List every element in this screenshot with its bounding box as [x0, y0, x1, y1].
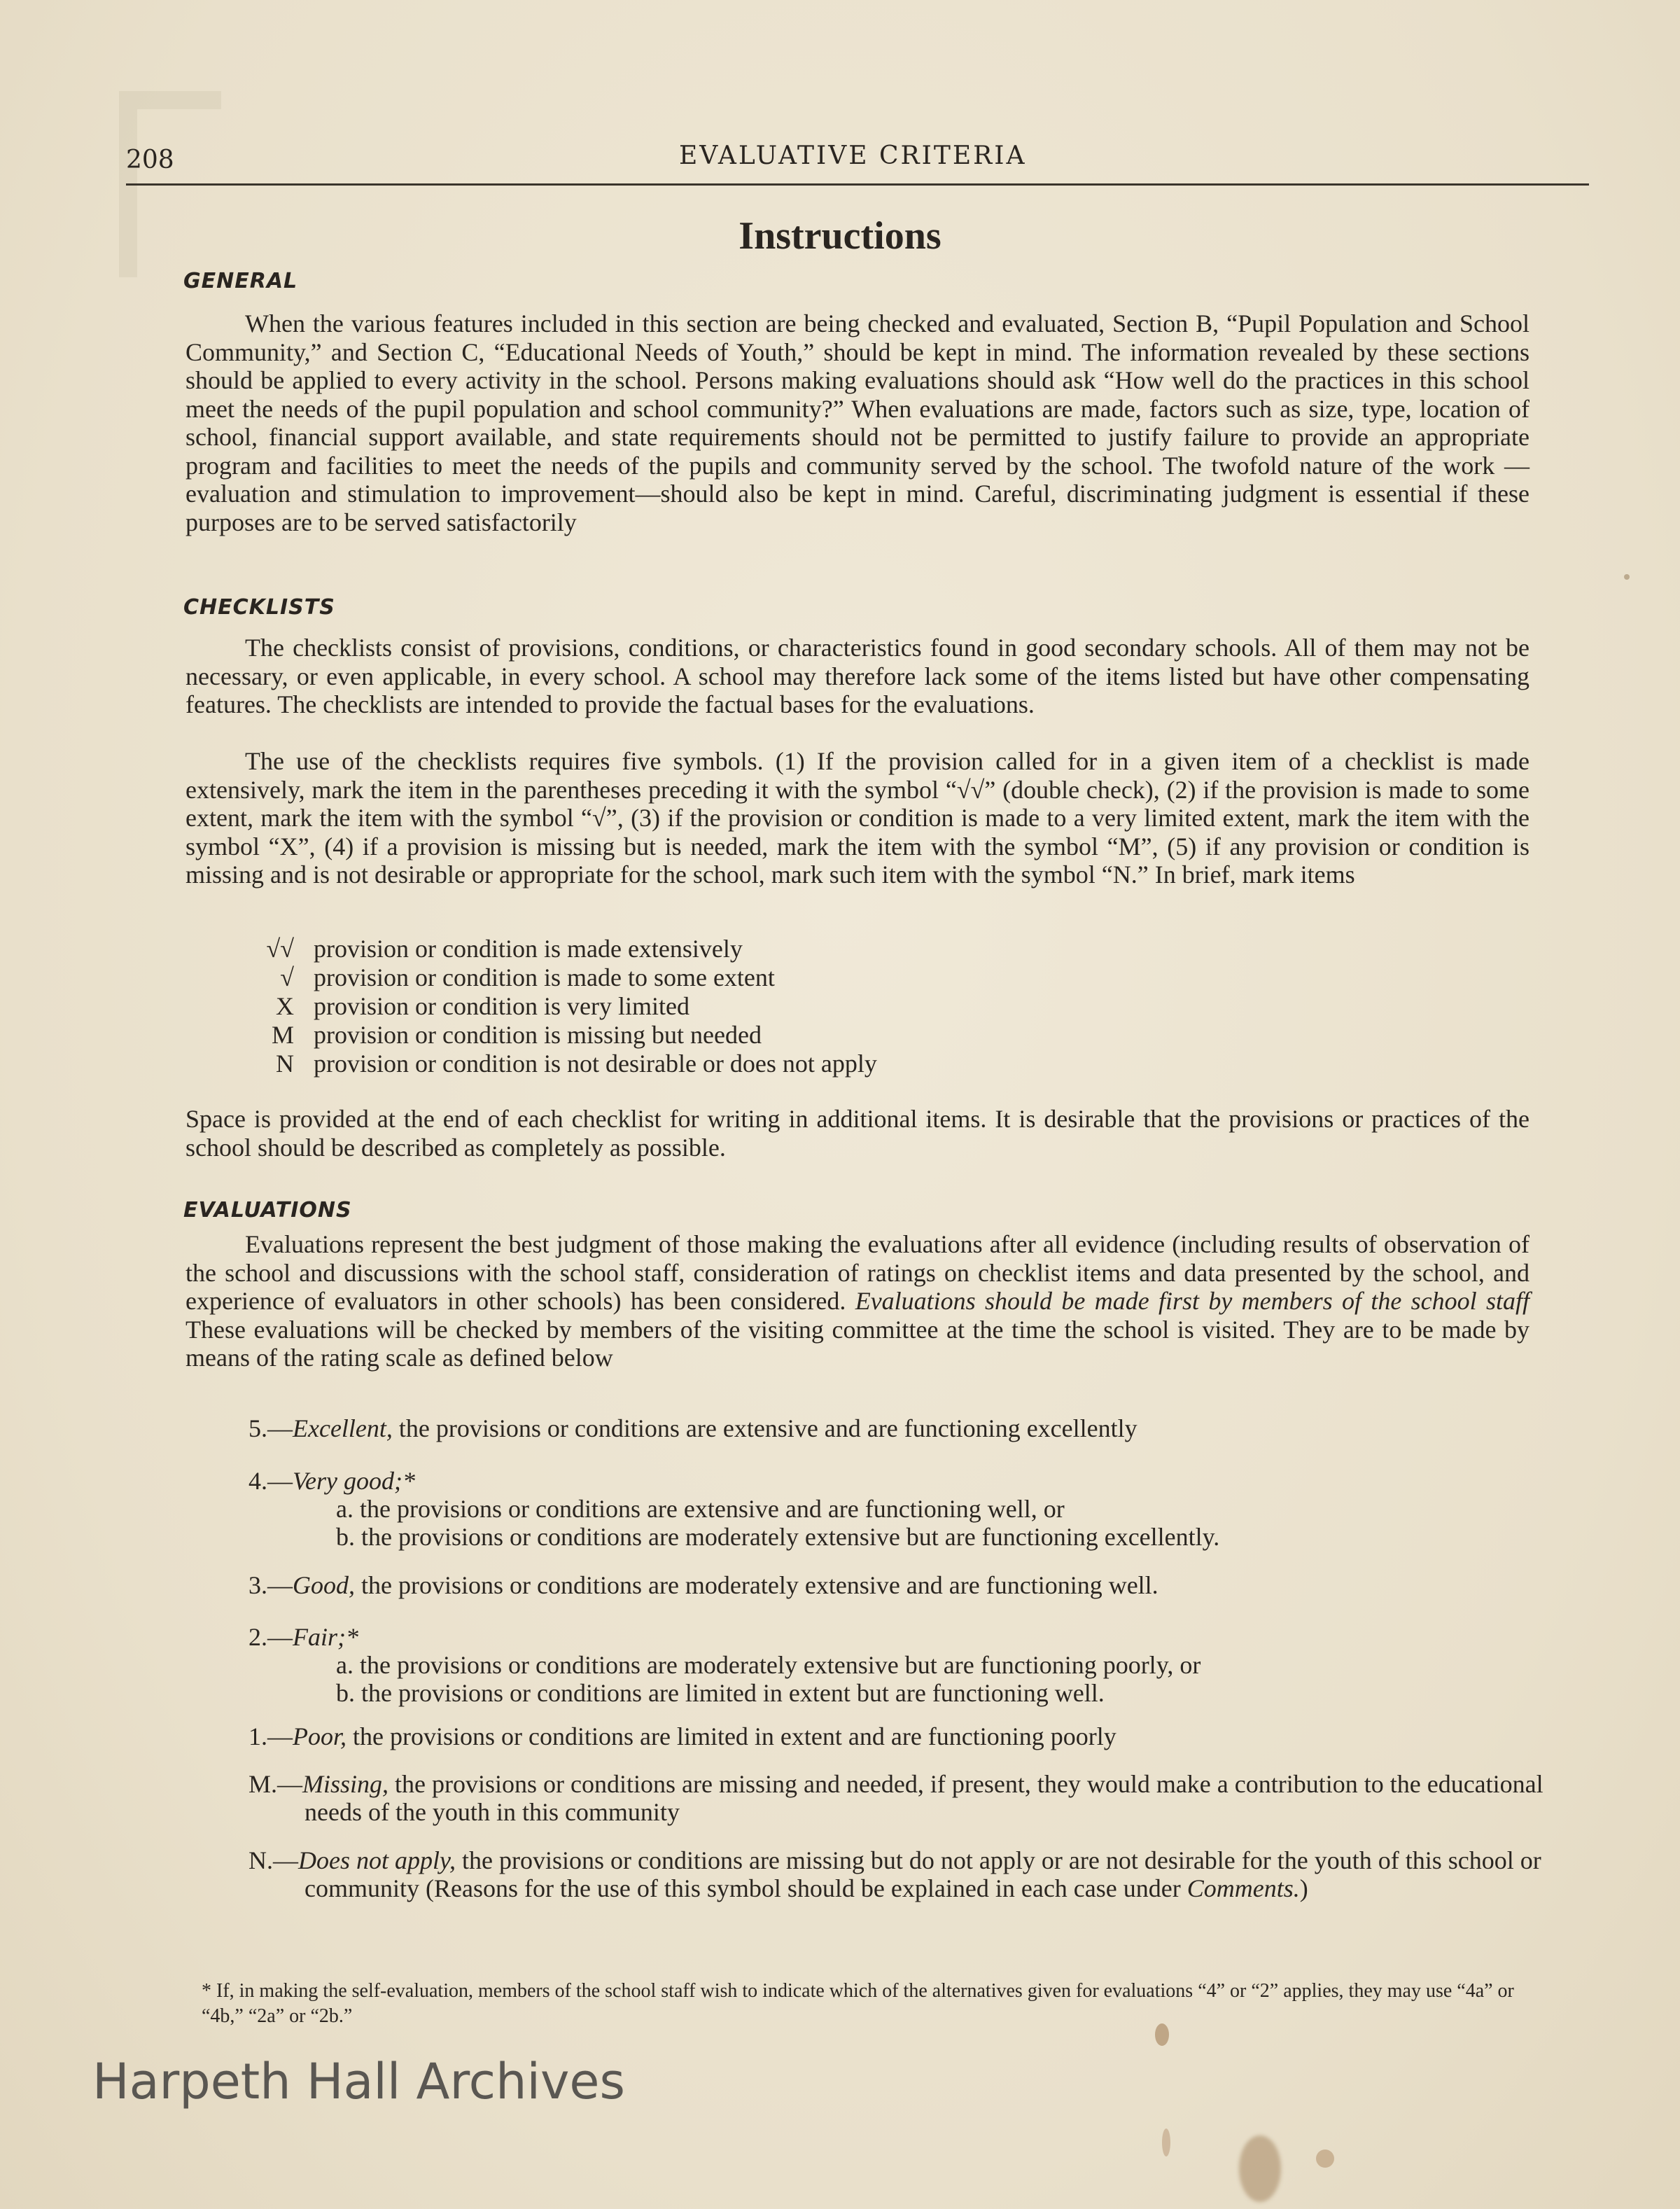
general-paragraph — [186, 309, 1530, 536]
check-symbol: √ — [280, 963, 294, 991]
rating-code: 4.— — [248, 1467, 293, 1495]
checklists-heading: CHECKLISTS — [183, 595, 335, 620]
rating-2 — [248, 1623, 1536, 1707]
symbol-meaning: provision or condition is made extensively — [314, 934, 743, 963]
checklists-text-1: The checklists consist of provisions, conditions, or characteristics found in good secondary schools. All of them may not be necessary, or even applicable, in every school. A school may therefore lack some of the items listed but have other compensating features. The checklists are intended to provide the factual bases for the evaluations. — [186, 634, 1530, 718]
symbol-row — [238, 963, 1218, 991]
rating-4a: a. the provisions or conditions are extensive and are functioning well, or — [336, 1495, 1065, 1523]
rating-term: Poor, — [293, 1722, 347, 1750]
page-header — [126, 140, 1589, 186]
rating-3 — [248, 1571, 1536, 1599]
footnote: * If, in making the self-evaluation, members of the school staff wish to indicate which of the alternatives given for evaluations “4” or “2” applies, they may use “4a” or “4b,” “2a” or “2b.” — [202, 1980, 1514, 2027]
rating-code: 2.— — [248, 1623, 293, 1651]
rating-code: N.— — [248, 1846, 298, 1874]
rating-term: Missing, — [302, 1770, 389, 1798]
symbol-row — [238, 1049, 1218, 1078]
rating-2a: a. the provisions or conditions are moderately extensive but are functioning poorly, or — [336, 1651, 1201, 1679]
checklists-text-2: The use of the checklists requires five symbols. (1) If the provision called for in a given item of a checklist is made extensively, mark the item in the parentheses preceding it with the symbol “√√” (double check), (2) if the provision is made to some extent, mark the item with the symbol “√”, (3) if the provision or condition is made to a very limited extent, mark the item with the symbol “X”, (4) if a provision is missing but is needed, mark the item with the symbol “M”, (5) if any provision or condition is missing and is not desirable or appropriate for the school, mark such item with the symbol “N.” In brief, mark items — [186, 747, 1530, 889]
rating-n — [248, 1846, 1592, 1902]
comments-term: Comments. — [1186, 1874, 1300, 1902]
rating-text: the provisions or conditions are missing and needed, if present, they would make a contribution to the educational needs of the youth in this community — [304, 1770, 1544, 1826]
page-number: 208 — [126, 146, 174, 174]
rating-code: 3.— — [248, 1571, 293, 1599]
paper-stain — [1624, 574, 1630, 580]
rating-1 — [248, 1722, 1536, 1750]
symbol-meaning: provision or condition is missing but needed — [314, 1020, 762, 1049]
page-title: Instructions — [738, 214, 941, 258]
closing-paren: ) — [1299, 1874, 1308, 1902]
n-symbol: N — [276, 1049, 294, 1078]
rating-term: Excellent, — [293, 1414, 393, 1442]
running-head: EVALUATIVE CRITERIA — [679, 141, 1027, 170]
checklists-paragraph-2 — [186, 747, 1530, 889]
double-check-symbol: √√ — [266, 934, 294, 963]
rating-text: the provisions or conditions are moderately extensive and are functioning well. — [361, 1571, 1158, 1599]
checklists-paragraph-1 — [186, 634, 1530, 719]
general-heading: GENERAL — [183, 269, 298, 293]
rating-m — [248, 1770, 1592, 1826]
rating-term: Fair;* — [293, 1623, 358, 1651]
evaluations-text-start: Evaluations represent the best judgment of those making the evaluations after all evidence (including results of observation of the school and discussions with the school staff, consideration of ratings on checklist items and data presented by the school, and experience of evaluators in other schools) has been considered. — [186, 1230, 1530, 1315]
rating-4 — [248, 1467, 1536, 1551]
rating-4b: b. the provisions or conditions are moderately extensive but are functioning excellently. — [336, 1523, 1220, 1551]
rating-text: the provisions or conditions are limited in extent and are functioning poorly — [353, 1722, 1116, 1750]
evaluations-heading: EVALUATIONS — [183, 1198, 352, 1222]
symbol-meaning: provision or condition is not desirable or does not apply — [314, 1049, 877, 1078]
evaluations-text-end: These evaluations will be checked by members of the visiting committee at the time the school is visited. They are to be made by means of the rating scale as defined below — [186, 1315, 1530, 1372]
rating-text: the provisions or conditions are missing but do not apply or are not desirable for the youth of this school or community (Reasons for the use of this symbol should be explained in each case under — [304, 1846, 1541, 1902]
rating-code: M.— — [248, 1770, 303, 1798]
paper-stain — [1316, 2149, 1334, 2168]
rating-code: 1.— — [248, 1722, 293, 1750]
rating-5 — [248, 1414, 1536, 1442]
paper-stain — [1239, 2135, 1281, 2202]
rating-term: Good, — [293, 1571, 355, 1599]
symbol-row — [238, 1020, 1218, 1049]
checklists-paragraph-3: Space is provided at the end of each checklist for writing in additional items. It is desirable that the provisions or practices of the school should be described as completely as possible. — [186, 1105, 1530, 1162]
rating-text: the provisions or conditions are extensive and are functioning excellently — [398, 1414, 1138, 1442]
symbol-meaning: provision or condition is very limited — [314, 991, 690, 1020]
symbol-list — [238, 934, 1218, 1078]
paper-stain — [1155, 2023, 1169, 2046]
general-text: When the various features included in this section are being checked and evaluated, Section B, “Pupil Population and School Community,” and Section C, “Educational Needs of Youth,” should be kept in mind. The information revealed by these sections should be applied to every activity in the school. Persons making evaluations should ask “How well do the practices in this school meet the needs of the pupil population and school community?” When evaluations are made, factors such as size, type, location of school, financial support available, and state requirements should not be permitted to justify failure to provide an appropriate program and facilities to meet the needs of the pupils and community served by the school. The twofold nature of the work —evaluation and stimulation to improvement—should also be kept in mind. Careful, discriminating judgment is essential if these purposes are to be served satisfactorily — [186, 309, 1530, 536]
evaluations-paragraph — [186, 1230, 1530, 1372]
evaluations-emphasis: Evaluations should be made first by members of the school staff — [855, 1287, 1530, 1315]
rating-code: 5.— — [248, 1414, 293, 1442]
symbol-row — [238, 991, 1218, 1020]
paper-stain — [1162, 2128, 1170, 2156]
symbol-meaning: provision or condition is made to some extent — [314, 963, 775, 991]
m-symbol: M — [271, 1020, 294, 1049]
x-symbol: X — [276, 991, 294, 1020]
symbol-row — [238, 934, 1218, 963]
rating-2b: b. the provisions or conditions are limited in extent but are functioning well. — [336, 1679, 1105, 1707]
rating-term: Does not apply, — [298, 1846, 456, 1874]
archive-watermark: Harpeth Hall Archives — [92, 2053, 625, 2110]
rating-term: Very good;* — [293, 1467, 415, 1495]
